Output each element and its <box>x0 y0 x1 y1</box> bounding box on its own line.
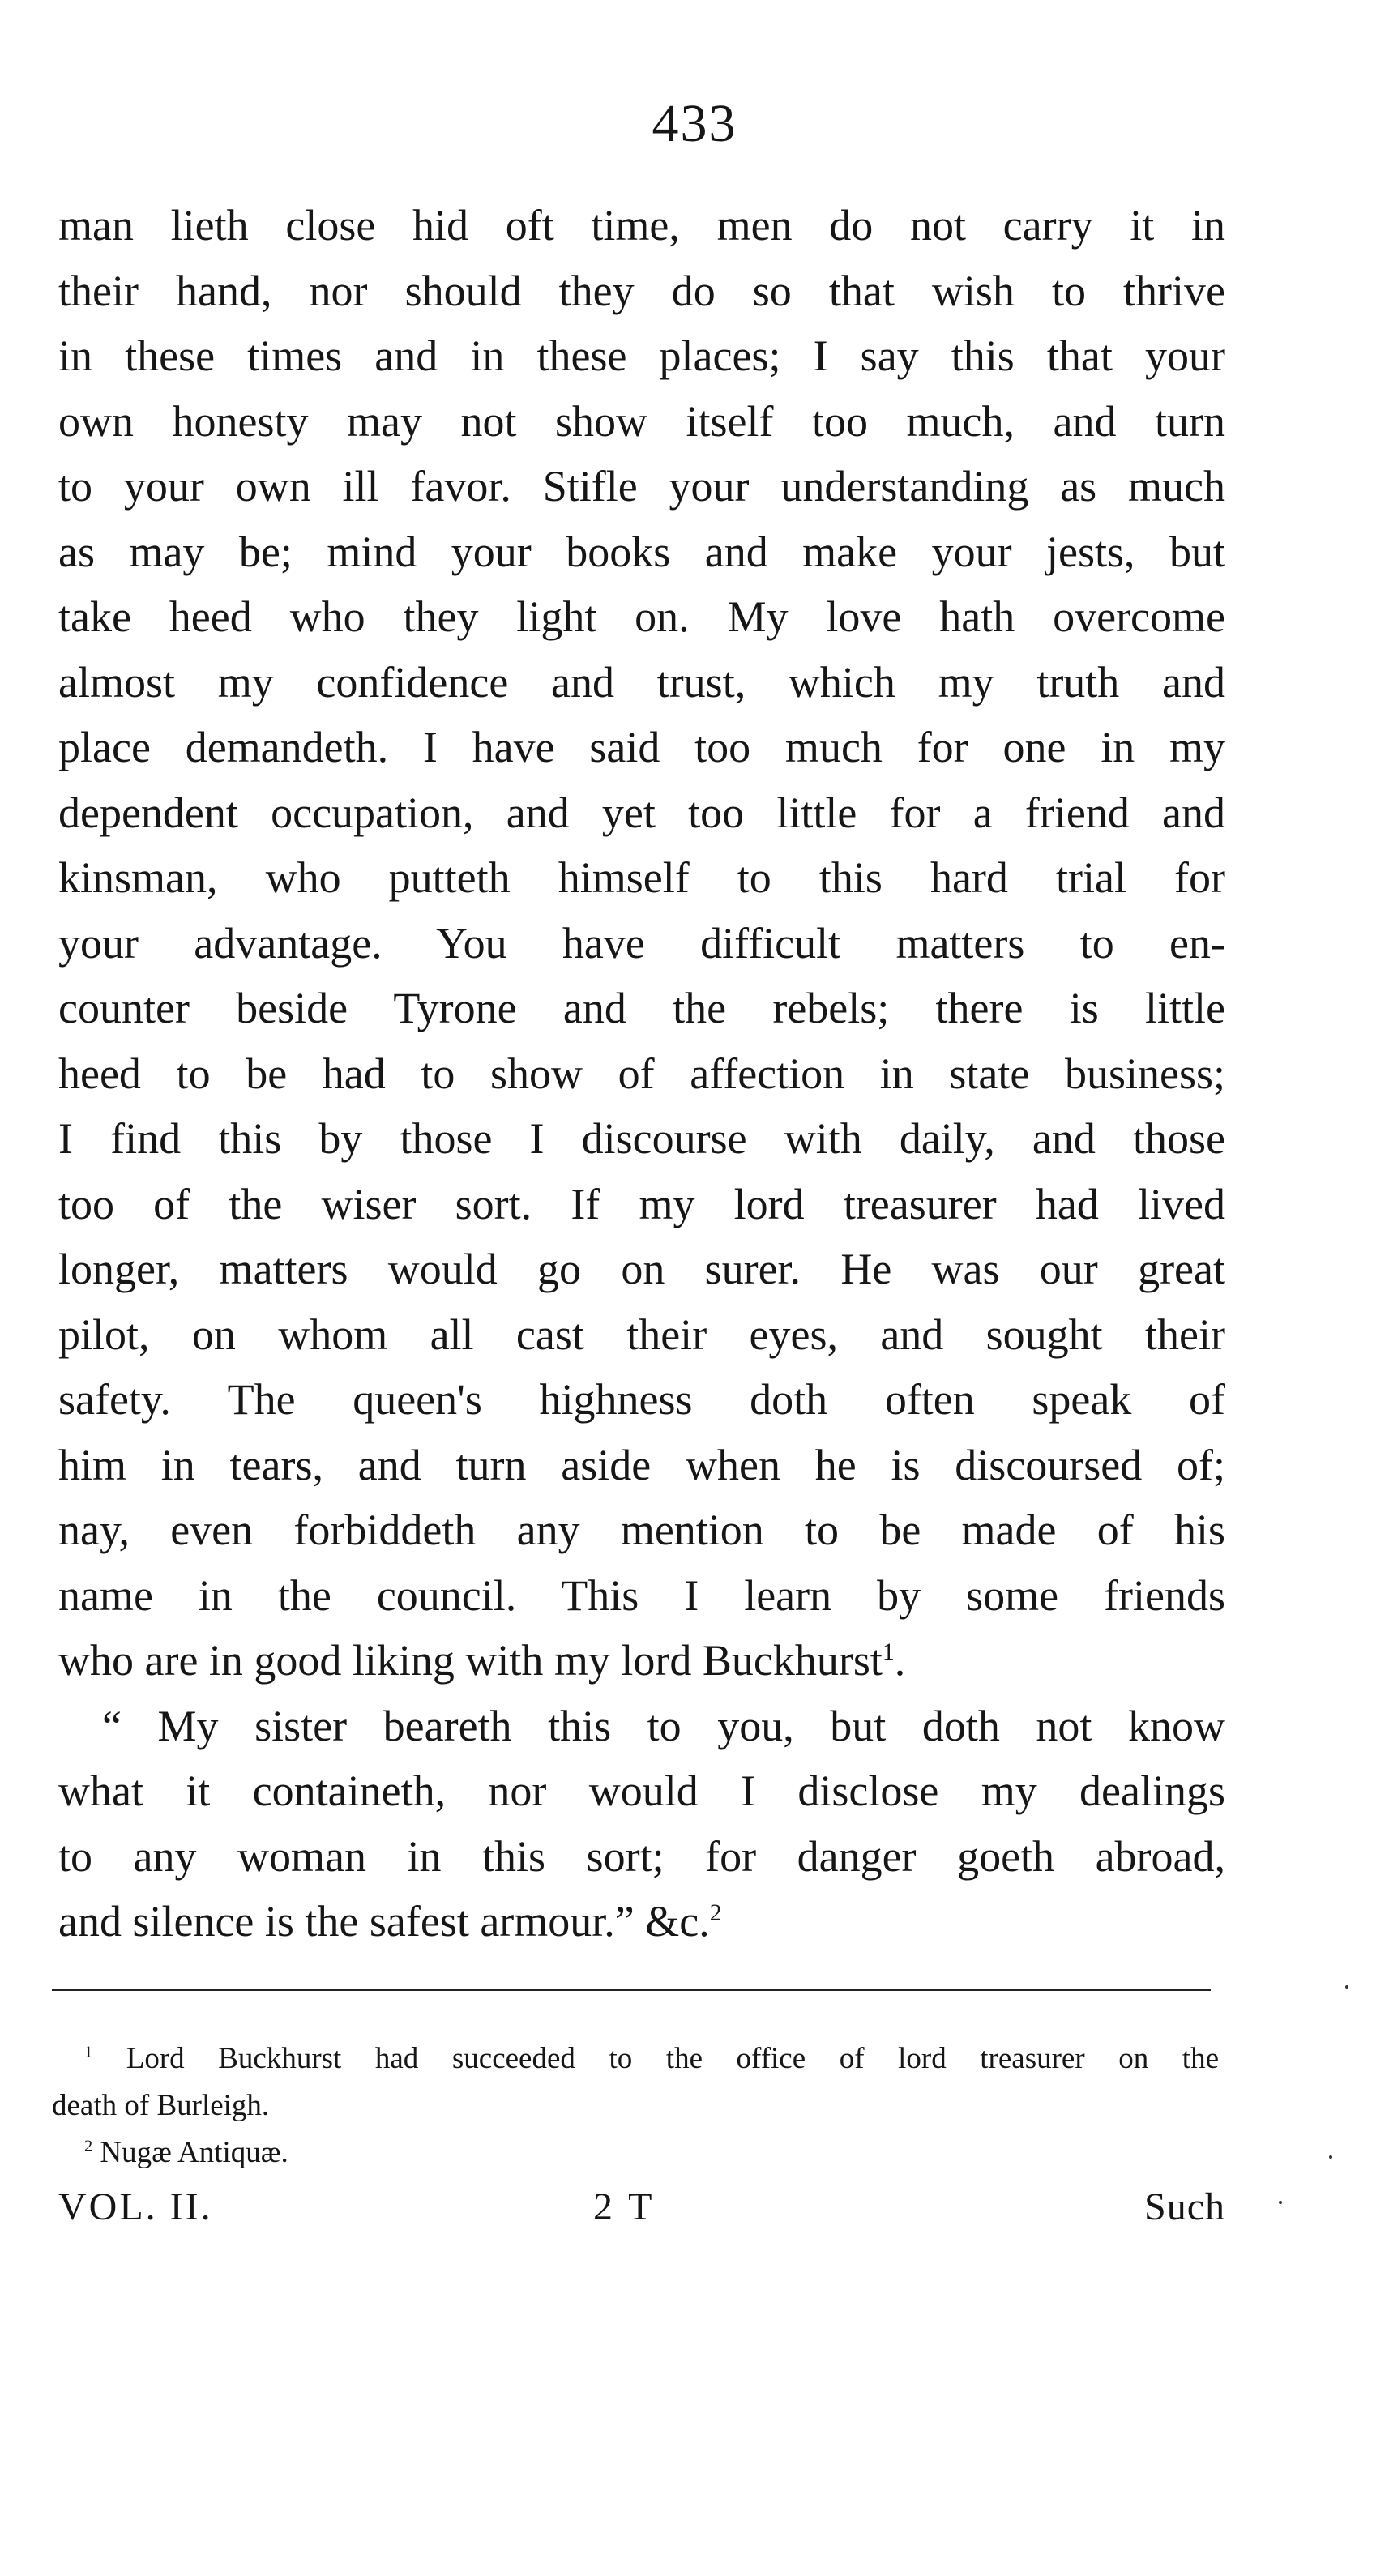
text-line-with-footnote <box>58 1628 1225 1694</box>
text-line: counter beside Tyrone and the rebels; there is little <box>58 984 1225 1032</box>
footnote-reference-2: 2 <box>709 1900 722 1926</box>
text-line: I find this by those I discourse with daily, and those <box>58 1114 1225 1163</box>
print-speck <box>1345 1985 1348 1989</box>
text-line: to any woman in this sort; for danger goeth abroad, <box>58 1831 1225 1881</box>
text-line: man lieth close hid oft time, men do not carry it in <box>58 201 1225 250</box>
text-line: kinsman, who putteth himself to this hard trial for <box>58 853 1225 902</box>
text-line: pilot, on whom all cast their eyes, and sought their <box>58 1309 1225 1359</box>
text-line: too of the wiser sort. If my lord treasurer had lived <box>58 1179 1225 1228</box>
text-line: safety. The queen's highness doth often speak of <box>58 1375 1225 1424</box>
page-number: 433 <box>652 94 737 153</box>
text-line: name in the council. This I learn by some friends <box>58 1570 1225 1620</box>
text-line-content: who are in good liking with my lord Buckhurst <box>58 1636 883 1685</box>
text-line: almost my confidence and trust, which my truth and <box>58 657 1225 707</box>
catchword: Such <box>1144 2185 1225 2228</box>
footnote-2 <box>52 2130 1219 2177</box>
text-line: their hand, nor should they do so that wish to thrive <box>58 266 1225 315</box>
footnote-1 <box>52 2036 1219 2083</box>
text-line: own honesty may not show itself too much, and turn <box>58 396 1225 446</box>
text-line: heed to be had to show of affection in state business; <box>58 1049 1225 1098</box>
footnote-1-text: Lord Buckhurst had succeeded to the office of lord treasurer on the <box>126 2042 1219 2075</box>
text-line: nay, even forbiddeth any mention to be made of his <box>58 1506 1225 1554</box>
body-text <box>58 193 1225 1954</box>
footnote-2-text: Nugæ Antiquæ. <box>100 2136 288 2169</box>
footnote-reference-1: 1 <box>882 1639 895 1665</box>
text-line-final <box>58 1889 1225 1954</box>
text-line: him in tears, and turn aside when he is discoursed of; <box>58 1440 1225 1489</box>
footnote-rule <box>52 1989 1211 1991</box>
text-line: to your own ill favor. Stifle your understanding as much <box>58 462 1225 511</box>
text-line: take heed who they light on. My love hath overcome <box>58 592 1225 641</box>
text-line: in these times and in these places; I say this that your <box>58 331 1225 380</box>
footnotes <box>52 2036 1219 2177</box>
signature-mark: 2 T <box>593 2185 656 2228</box>
text-line: what it containeth, nor would I disclose my dealings <box>58 1766 1225 1815</box>
print-speck <box>1329 2155 1332 2159</box>
paragraph-first-line: “ My sister beareth this to you, but doth not know <box>102 1701 1225 1750</box>
text-line: longer, matters would go on surer. He was our great <box>58 1245 1225 1293</box>
volume-label: VOL. II. <box>58 2185 213 2228</box>
text-line-content: and silence is the safest armour.” &c. <box>58 1897 710 1946</box>
text-line: as may be; mind your books and make your jests, but <box>58 527 1225 576</box>
text-line: place demandeth. I have said too much for one in my <box>58 723 1225 771</box>
line-end-punctuation: . <box>894 1636 906 1685</box>
footnote-1-continuation: death of Burleigh. <box>52 2089 270 2122</box>
print-speck <box>1279 2201 1282 2204</box>
text-line: your advantage. You have difficult matters to en- <box>58 918 1225 968</box>
footnote-mark-1: 1 <box>84 2043 93 2061</box>
footnote-mark-2: 2 <box>84 2137 93 2155</box>
text-line: dependent occupation, and yet too little for a friend and <box>58 788 1225 837</box>
